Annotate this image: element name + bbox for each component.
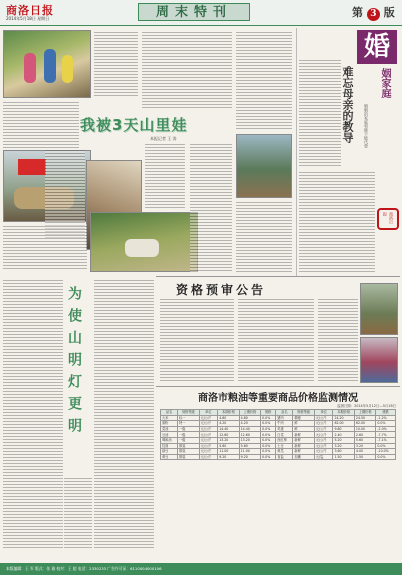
table-cell: 4.20 xyxy=(218,421,239,427)
table-cell: 12.60 xyxy=(239,432,260,438)
masthead xyxy=(0,0,402,26)
table-cell: 西红柿 xyxy=(276,437,293,443)
table-cell: 土豆 xyxy=(276,443,293,449)
table-cell: 元/公斤 xyxy=(199,415,218,421)
col-header: 单位 xyxy=(199,410,218,416)
col-header: 单位 xyxy=(314,410,333,416)
table-cell: -1.2% xyxy=(376,415,396,421)
table-cell: -7.7% xyxy=(376,432,396,438)
price-monitor xyxy=(156,386,400,562)
marriage-headline: 难忘母亲的教导 xyxy=(341,66,354,143)
table-cell: 3.60 xyxy=(333,449,354,455)
table-cell: 3.20 xyxy=(354,443,375,449)
table-cell: 24.50 xyxy=(354,415,375,421)
essay-text-col-1 xyxy=(3,278,63,548)
table-cell: 10.00 xyxy=(354,426,375,432)
notice-headline: 资格预审公告 xyxy=(176,283,267,297)
table-cell: -7.1% xyxy=(376,437,396,443)
price-headline: 商洛市粮油等重要商品价格监测情况 xyxy=(198,393,358,404)
essay-headline-text: 为使山明灯更明 xyxy=(66,286,82,440)
table-cell: 新鲜 xyxy=(293,449,314,455)
col-header: 规格等级 xyxy=(178,410,199,416)
activity-photo xyxy=(90,212,198,272)
marriage-stamp xyxy=(377,208,399,230)
table-cell: 5.20 xyxy=(333,437,354,443)
notice-text-1 xyxy=(160,297,234,383)
col-header: 本期价格 xyxy=(333,410,354,416)
table-cell: 元/公斤 xyxy=(199,454,218,460)
feature-text-col-1 xyxy=(3,100,79,148)
essay-text-col-3 xyxy=(64,476,92,548)
children-photo xyxy=(3,30,91,98)
table-cell: 鲜 xyxy=(293,426,314,432)
table-cell: 黄豆 xyxy=(161,454,178,460)
table-cell: 白菜 xyxy=(276,432,293,438)
feature-text-col-8 xyxy=(236,200,292,272)
table-cell: 菜油 xyxy=(161,426,178,432)
table-cell: 元/袋 xyxy=(314,454,333,460)
price-table-body xyxy=(161,415,396,460)
table-cell: 豆油 xyxy=(161,432,178,438)
table-cell: 元/公斤 xyxy=(314,449,333,455)
section-title: 周末特刊 xyxy=(155,5,232,20)
table-cell: 0.0% xyxy=(261,437,276,443)
table-cell: 0.0% xyxy=(261,421,276,427)
table-cell: 24.20 xyxy=(333,415,354,421)
table-cell: 0.0% xyxy=(261,454,276,460)
table-cell: 11.00 xyxy=(218,449,239,455)
marriage-column-name: 姻家庭 xyxy=(379,68,390,98)
table-cell: 4.20 xyxy=(239,421,260,427)
price-caption: 监测日期：2014年5月12日—5月18日 xyxy=(337,404,396,408)
table-cell: 元/公斤 xyxy=(314,426,333,432)
table-cell: 62.00 xyxy=(333,421,354,427)
table-cell: 一级 xyxy=(178,432,199,438)
table-cell: 13.20 xyxy=(218,437,239,443)
table-cell: 9.20 xyxy=(218,454,239,460)
table-cell: 2.60 xyxy=(354,432,375,438)
page-suffix: 版 xyxy=(383,6,395,19)
table-cell: 元/公斤 xyxy=(199,437,218,443)
marriage-column xyxy=(296,28,400,276)
feature-text-col-6 xyxy=(142,30,232,110)
notice-photo-dancers xyxy=(360,337,398,383)
col-header: 本期价格 xyxy=(218,410,239,416)
table-cell: 精瘦 xyxy=(293,415,314,421)
marriage-subtitle: 婚姻的家庭和睦不能代替 xyxy=(364,104,369,148)
issue-date: 2014年5月18日 星期日 xyxy=(6,16,50,21)
table-cell: 4.80 xyxy=(218,415,239,421)
notice-text-3 xyxy=(318,297,358,383)
col-header: 涨跌 xyxy=(261,410,276,416)
table-cell: -2.0% xyxy=(376,426,396,432)
marriage-text-body xyxy=(299,170,375,272)
footer-text: 本版编辑：王 军 版式：张 瑜 校对：王 超 电话：2330233 广告许可证：6110004000106 xyxy=(6,566,162,571)
table-cell: 14.40 xyxy=(239,426,260,432)
table-cell: 大米 xyxy=(161,415,178,421)
table-cell: 调和油 xyxy=(161,437,178,443)
feature-text-col-3 xyxy=(145,142,185,210)
table-cell: 加碘 xyxy=(293,454,314,460)
table-cell: 食盐 xyxy=(276,454,293,460)
table-cell: 0.0% xyxy=(376,421,396,427)
table-cell: 面粉 xyxy=(161,421,178,427)
table-cell: 元/公斤 xyxy=(314,443,333,449)
col-header: 品名 xyxy=(161,410,178,416)
page-prefix: 第 xyxy=(352,6,363,19)
notice-text-2 xyxy=(238,297,314,383)
table-cell: 元/公斤 xyxy=(314,437,333,443)
feature-text-col-top xyxy=(94,30,138,98)
table-cell: 鲜 xyxy=(293,421,314,427)
table-cell: 特一 xyxy=(178,421,199,427)
table-cell: 元/公斤 xyxy=(199,449,218,455)
table-cell: 一级 xyxy=(178,437,199,443)
feature-text-col-4 xyxy=(190,142,232,272)
col-header: 品名 xyxy=(276,410,293,416)
river-photo xyxy=(236,134,292,198)
table-cell: 5.60 xyxy=(218,443,239,449)
table-cell: 牛肉 xyxy=(276,421,293,427)
table-cell: -10.0% xyxy=(376,449,396,455)
essay-headline xyxy=(64,286,92,472)
table-cell: 14.40 xyxy=(218,426,239,432)
essay-text-col-2 xyxy=(94,278,154,548)
table-cell: 元/公斤 xyxy=(314,432,333,438)
col-header: 规格等级 xyxy=(293,410,314,416)
table-cell: 新鲜 xyxy=(293,437,314,443)
notice-block xyxy=(156,276,400,384)
table-cell: 散装 xyxy=(178,449,199,455)
table-cell: 元/公斤 xyxy=(314,415,333,421)
feature-text-col-7 xyxy=(236,30,292,130)
table-cell: 9.20 xyxy=(239,454,260,460)
table-cell: 新鲜 xyxy=(293,432,314,438)
table-cell: 62.00 xyxy=(354,421,375,427)
table-cell: 一级 xyxy=(178,426,199,432)
table-cell: 元/公斤 xyxy=(199,432,218,438)
table-cell: 3.20 xyxy=(333,443,354,449)
feature-headline: 我被3天山里娃 xyxy=(80,116,188,134)
table-cell: 4.80 xyxy=(239,415,260,421)
table-row xyxy=(161,454,396,460)
price-table xyxy=(160,409,396,460)
feature-headline-bar xyxy=(80,114,252,134)
marriage-text-top xyxy=(299,58,341,168)
feature-text-col-5 xyxy=(3,224,87,270)
table-cell: 11.00 xyxy=(239,449,260,455)
page-number-label xyxy=(352,4,395,21)
table-cell: 0.0% xyxy=(376,443,396,449)
table-cell: 元/公斤 xyxy=(199,443,218,449)
table-cell: 黄瓜 xyxy=(276,449,293,455)
col-header: 涨跌 xyxy=(376,410,396,416)
table-cell: 0.0% xyxy=(376,454,396,460)
table-cell: 标一 xyxy=(178,415,199,421)
marriage-big-char: 婚 xyxy=(357,30,397,64)
table-cell: 散装 xyxy=(178,443,199,449)
table-cell: 挂面 xyxy=(161,443,178,449)
table-cell: 鸡蛋 xyxy=(276,426,293,432)
table-cell: 0.0% xyxy=(261,449,276,455)
table-cell: 13.20 xyxy=(239,437,260,443)
marriage-stamp-text: 商洛日报 xyxy=(383,212,394,224)
newspaper-logo: 商洛日报 xyxy=(6,4,54,17)
table-cell: 新鲜 xyxy=(293,443,314,449)
col-header: 上期价格 xyxy=(239,410,260,416)
notice-photo-gate xyxy=(360,283,398,335)
table-cell: 元/公斤 xyxy=(199,421,218,427)
feature-byline: 本报记者 王 涛 xyxy=(150,136,177,141)
table-cell: 散装 xyxy=(178,454,199,460)
section-banner xyxy=(138,3,250,21)
table-cell: 4.00 xyxy=(354,449,375,455)
table-cell: 绿豆 xyxy=(161,449,178,455)
table-cell: 元/公斤 xyxy=(199,426,218,432)
page-number-badge: 3 xyxy=(367,8,380,21)
table-cell: 猪肉 xyxy=(276,415,293,421)
table-cell: 2.40 xyxy=(333,432,354,438)
table-cell: 5.60 xyxy=(354,437,375,443)
table-cell: 1.50 xyxy=(354,454,375,460)
table-cell: 1.50 xyxy=(333,454,354,460)
table-cell: 0.0% xyxy=(261,426,276,432)
table-cell: 9.80 xyxy=(333,426,354,432)
footer xyxy=(0,563,402,575)
table-cell: 5.60 xyxy=(239,443,260,449)
table-cell: 0.0% xyxy=(261,443,276,449)
table-cell: 0.0% xyxy=(261,432,276,438)
table-cell: 0.0% xyxy=(261,415,276,421)
col-header: 上期价格 xyxy=(354,410,375,416)
table-cell: 元/公斤 xyxy=(314,421,333,427)
table-cell: 12.60 xyxy=(218,432,239,438)
